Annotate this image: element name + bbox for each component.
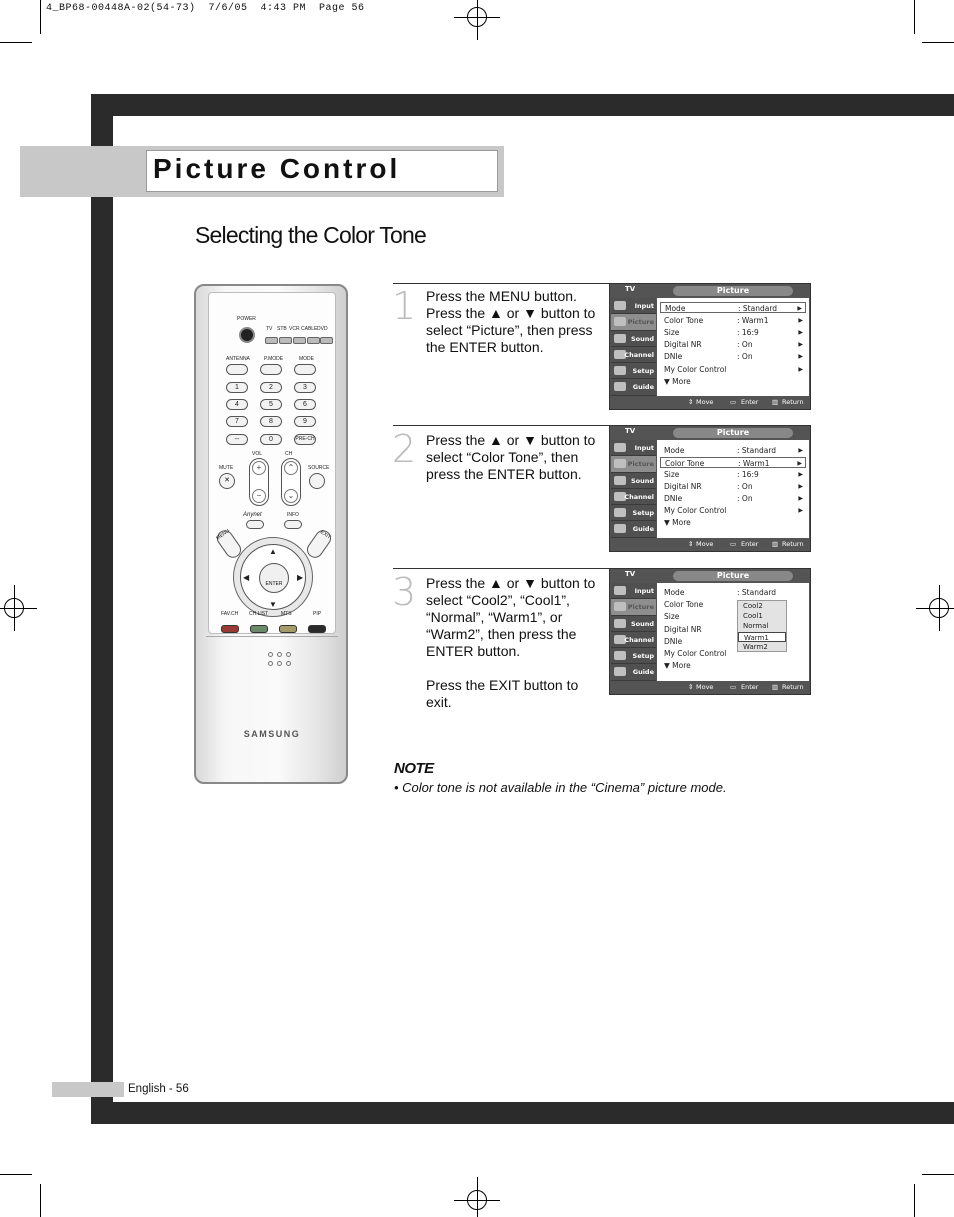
osd-row-value: : On (737, 340, 753, 349)
osd-row-label: DNIe (664, 494, 683, 503)
step-rule (393, 425, 609, 426)
step-number: 2 (392, 427, 417, 471)
crop-mark (0, 42, 32, 43)
mode-label-stb: STB (277, 326, 287, 332)
step-paragraph: Press the ▲ or ▼ button to select “Cool2”, “Cool1”, “Normal”, “Warm1”, or “Warm2”, then press the ENTER button. (426, 575, 596, 659)
registration-mark (4, 598, 24, 618)
osd-row-color-tone (660, 315, 806, 326)
osd-sidebar-item-input (611, 583, 656, 599)
mts-button (279, 625, 297, 633)
dropdown-option-cool2: Cool2 (743, 602, 763, 610)
osd-row-size (660, 469, 806, 480)
hole (277, 661, 282, 666)
navigation-pad (233, 537, 313, 617)
enter-button (259, 563, 289, 593)
input-icon (614, 301, 626, 310)
right-arrow-icon: ▶ (798, 366, 803, 373)
osd-sidebar-item-picture (611, 314, 656, 330)
osd-sidebar-item-input (611, 440, 656, 456)
osd-sidebar-item-channel (611, 489, 656, 505)
osd-screen-2 (609, 425, 811, 552)
osd-row-label: ▼ More (664, 518, 691, 527)
picture-icon (614, 459, 626, 468)
right-arrow-icon: ▶ (297, 573, 304, 582)
enter-label: ENTER (265, 581, 283, 587)
mute-icon: ✕ (224, 477, 230, 484)
ch-down-icon: ⌄ (284, 489, 298, 503)
osd-tv-label: TV (625, 285, 636, 293)
setup-icon (614, 651, 626, 660)
note-text: • Color tone is not available in the “Cinema” picture mode. (394, 780, 727, 795)
mode-button (320, 337, 333, 344)
page-frame-bottom (91, 1102, 954, 1124)
osd-sidebar (611, 440, 656, 538)
step-number: 1 (392, 284, 417, 328)
osd-footer-return: Return (782, 540, 804, 548)
osd-sidebar-label: Channel (624, 635, 654, 644)
mode-button (293, 337, 306, 344)
guide-icon (614, 524, 626, 533)
color-tone-dropdown (737, 600, 787, 652)
osd-footer (610, 681, 810, 694)
osd-row-label: Mode (664, 446, 685, 455)
navigation-ring (240, 544, 306, 610)
right-arrow-icon: ▶ (798, 341, 803, 348)
osd-row-label: My Color Control (664, 506, 727, 515)
registration-mark (467, 1190, 487, 1210)
osd-row-label: My Color Control (664, 365, 727, 374)
mute-button (219, 473, 235, 489)
osd-sidebar-label: Setup (632, 652, 654, 661)
pip-button (308, 625, 326, 633)
osd-row-mode (660, 445, 806, 456)
page-number: English - 56 (128, 1083, 189, 1095)
osd-sidebar-item-picture (611, 456, 656, 472)
osd-sidebar-label: Input (634, 444, 654, 452)
hole (286, 661, 291, 666)
osd-row-label: Size (664, 470, 680, 479)
osd-row-mode (660, 587, 806, 598)
sound-icon (614, 619, 626, 628)
guide-icon (614, 667, 626, 676)
crop-mark (40, 0, 41, 34)
mts-label: MTS (281, 611, 292, 617)
power-button (239, 327, 255, 343)
osd-sidebar-label: Setup (632, 367, 654, 376)
right-arrow-icon: ▶ (798, 447, 803, 454)
hole (268, 652, 273, 657)
osd-sidebar-label: Sound (630, 334, 654, 343)
osd-row-value: : 16:9 (737, 328, 759, 337)
step-2-text (426, 432, 598, 483)
up-arrow-icon: ▲ (269, 547, 277, 556)
input-icon (614, 586, 626, 595)
guide-icon (614, 382, 626, 391)
move-icon: ⇕ (688, 398, 694, 406)
osd-row-label: Digital NR (664, 625, 702, 634)
osd-sidebar-label: Guide (632, 383, 654, 392)
pre-ch-button: PRE-CH (294, 434, 316, 445)
osd-title: Picture (673, 286, 793, 296)
remote-control (194, 284, 348, 784)
osd-sidebar-item-sound (611, 473, 656, 489)
hole (277, 652, 282, 657)
right-arrow-icon: ▶ (798, 317, 803, 324)
crop-mark (0, 1174, 32, 1175)
digit-button: 8 (260, 416, 282, 427)
footer-band (52, 1082, 124, 1097)
mode-button (265, 337, 278, 344)
right-arrow-icon: ▶ (797, 460, 802, 467)
osd-row-label: DNIe (664, 352, 683, 361)
mute-label: MUTE (219, 465, 234, 471)
dropdown-option-cool1: Cool1 (743, 612, 763, 621)
mode-button (307, 337, 320, 344)
osd-sidebar-label: Sound (630, 476, 654, 485)
osd-row-more (660, 376, 806, 387)
osd-row-value: : Standard (737, 446, 777, 455)
osd-row-label: Color Tone (664, 600, 704, 609)
mode-label-vcr: VCR (289, 326, 300, 332)
move-icon: ⇕ (688, 683, 694, 691)
channel-rocker (281, 458, 301, 506)
osd-footer-enter: Enter (741, 398, 759, 406)
osd-row-value: : Warm1 (737, 316, 769, 325)
osd-row-label: ▼ More (664, 377, 691, 386)
digit-button: 9 (294, 416, 316, 427)
osd-sidebar-label: Picture (627, 603, 654, 612)
osd-row-value: : On (737, 494, 753, 503)
osd-footer-move: Move (696, 398, 714, 406)
osd-row-value: : Warm1 (738, 459, 770, 468)
osd-sidebar-item-setup (611, 648, 656, 664)
right-arrow-icon: ▶ (797, 305, 802, 312)
osd-row-my-color-control (660, 364, 806, 375)
osd-row-color-tone (660, 457, 806, 468)
menu-label: MENU (215, 528, 231, 542)
note-title: NOTE (394, 760, 434, 777)
dash-button: -- (226, 434, 248, 445)
osd-row-label: Mode (664, 588, 685, 597)
osd-row-value: : Standard (737, 588, 777, 597)
mode-label-tv: TV (266, 326, 273, 332)
setup-icon (614, 366, 626, 375)
osd-header (610, 426, 810, 439)
osd-tv-label: TV (625, 427, 636, 435)
osd-sidebar-item-guide (611, 664, 656, 680)
osd-title: Picture (673, 428, 793, 438)
osd-sidebar (611, 583, 656, 681)
osd-title: Picture (673, 571, 793, 581)
ch-up-icon: ⌃ (284, 461, 298, 475)
osd-row-value: : Standard (738, 304, 778, 313)
osd-row-digital-nr (660, 339, 806, 350)
digit-button: 3 (294, 382, 316, 393)
fav-ch-button (221, 625, 239, 633)
right-arrow-icon: ▶ (798, 507, 803, 514)
osd-screen-1 (609, 283, 811, 410)
step-paragraph: Press the MENU button. Press the ▲ or ▼ button to select “Picture”, then press the ENTER button. (426, 288, 596, 355)
osd-row-dnie (660, 351, 806, 362)
vol-up-icon: + (252, 461, 266, 475)
dropdown-option-warm1: Warm1 (738, 632, 786, 642)
crop-mark (914, 1184, 915, 1217)
vol-down-icon: − (252, 489, 266, 503)
osd-row-mode (660, 302, 806, 313)
step-rule (393, 283, 609, 284)
hole (268, 661, 273, 666)
osd-sidebar-label: Channel (624, 492, 654, 501)
osd-menu-panel (657, 298, 809, 396)
right-arrow-icon: ▶ (798, 329, 803, 336)
right-arrow-icon: ▶ (798, 471, 803, 478)
osd-sidebar-label: Setup (632, 509, 654, 518)
osd-sidebar-item-channel (611, 632, 656, 648)
osd-sidebar-item-input (611, 298, 656, 314)
osd-header (610, 569, 810, 582)
enter-icon: ▭ (730, 398, 737, 406)
osd-menu-panel (657, 583, 809, 681)
right-arrow-icon: ▶ (798, 495, 803, 502)
speaker-holes (268, 652, 292, 668)
dropdown-option-warm2: Warm2 (743, 642, 768, 651)
info-button (284, 520, 302, 529)
osd-row-label: Color Tone (664, 316, 704, 325)
osd-sidebar-item-setup (611, 363, 656, 379)
osd-sidebar-item-channel (611, 347, 656, 363)
osd-row-label: Digital NR (664, 482, 702, 491)
volume-rocker (249, 458, 269, 506)
down-arrow-icon: ▼ (269, 600, 277, 609)
pip-label: PIP (313, 611, 322, 617)
osd-sidebar-label: Picture (627, 318, 654, 327)
osd-sidebar-label: Channel (624, 350, 654, 359)
step-number: 3 (392, 570, 417, 614)
remote-lower-body (206, 636, 338, 766)
step-rule (393, 568, 609, 569)
power-label: POWER (237, 316, 256, 322)
osd-row-my-color-control (660, 505, 806, 516)
osd-row-dnie (660, 493, 806, 504)
digit-button: 6 (294, 399, 316, 410)
osd-sidebar-label: Picture (627, 460, 654, 469)
osd-row-label: My Color Control (664, 649, 727, 658)
osd-sidebar-item-sound (611, 331, 656, 347)
osd-sidebar-item-guide (611, 379, 656, 395)
right-arrow-icon: ▶ (798, 353, 803, 360)
section-title: Selecting the Color Tone (195, 222, 426, 248)
pmode-button (260, 364, 282, 375)
digit-button: 2 (260, 382, 282, 393)
dropdown-option-normal: Normal (743, 622, 769, 631)
enter-icon: ▭ (730, 540, 737, 548)
page-frame-left (91, 94, 113, 1124)
digit-button: 7 (226, 416, 248, 427)
osd-sidebar-item-sound (611, 616, 656, 632)
brand-logo: SAMSUNG (243, 729, 301, 739)
mode-label-cable: CABLE (301, 326, 318, 332)
osd-sidebar (611, 298, 656, 396)
osd-sidebar-label: Input (634, 302, 654, 310)
osd-row-label: Mode (665, 304, 686, 313)
osd-sidebar-label: Guide (632, 668, 654, 677)
step-paragraph: Press the ▲ or ▼ button to select “Color Tone”, then press the ENTER button. (426, 432, 596, 482)
ch-list-button (250, 625, 268, 633)
ch-label: CH (285, 451, 293, 457)
osd-sidebar-label: Input (634, 587, 654, 595)
digit-button: 0 (260, 434, 282, 445)
left-arrow-icon: ◀ (243, 573, 250, 582)
page-frame-top (91, 94, 954, 116)
osd-row-size (660, 327, 806, 338)
osd-footer-move: Move (696, 540, 714, 548)
mode-label: MODE (299, 356, 314, 362)
move-icon: ⇕ (688, 540, 694, 548)
antenna-button (226, 364, 248, 375)
registration-mark (929, 598, 949, 618)
osd-row-label: Size (664, 612, 680, 621)
step-3-text (426, 575, 598, 711)
picture-icon (614, 317, 626, 326)
osd-row-label: ▼ More (664, 661, 691, 670)
osd-footer-return: Return (782, 683, 804, 691)
osd-row-more (660, 660, 806, 671)
remote-face (208, 292, 336, 634)
osd-sidebar-item-setup (611, 505, 656, 521)
osd-footer (610, 538, 810, 551)
sound-icon (614, 334, 626, 343)
osd-menu-panel (657, 440, 809, 538)
source-button (309, 473, 325, 489)
osd-tv-label: TV (625, 570, 636, 578)
osd-sidebar-label: Sound (630, 619, 654, 628)
crop-mark (40, 1184, 41, 1217)
return-icon: ▥ (772, 683, 779, 691)
osd-row-value: : On (737, 482, 753, 491)
enter-icon: ▭ (730, 683, 737, 691)
hole (286, 652, 291, 657)
osd-footer-return: Return (782, 398, 804, 406)
exit-label: EXIT (319, 529, 332, 541)
osd-row-digital-nr (660, 481, 806, 492)
crop-mark (914, 0, 915, 34)
crop-mark (922, 42, 954, 43)
crop-mark (922, 1174, 954, 1175)
step-paragraph: Press the EXIT button to exit. (426, 677, 579, 710)
osd-row-more (660, 517, 806, 528)
antenna-label: ANTENNA (226, 356, 250, 362)
anynet-label: Anynet (243, 512, 262, 518)
osd-sidebar-label: Guide (632, 525, 654, 534)
osd-row-label: Digital NR (664, 340, 702, 349)
mode-button (279, 337, 292, 344)
source-label: SOURCE (308, 465, 330, 471)
osd-row-label: DNIe (664, 637, 683, 646)
print-header: 4_BP68-00448A-02(54-73) 7/6/05 4:43 PM Page 56 (46, 3, 365, 14)
vol-label: VOL (252, 451, 263, 457)
step-1-text (426, 288, 598, 356)
exit-button (304, 527, 334, 561)
osd-sidebar-item-guide (611, 521, 656, 537)
osd-header (610, 284, 810, 297)
input-icon (614, 443, 626, 452)
osd-sidebar-item-picture (611, 599, 656, 615)
ch-list-label: CH.LIST (249, 611, 269, 617)
setup-icon (614, 508, 626, 517)
mode-label-dvd: DVD (317, 326, 328, 332)
osd-row-label: Size (664, 328, 680, 337)
osd-row-value: : 16:9 (737, 470, 759, 479)
return-icon: ▥ (772, 398, 779, 406)
osd-footer-move: Move (696, 683, 714, 691)
sound-icon (614, 476, 626, 485)
digit-button: 1 (226, 382, 248, 393)
registration-mark (467, 7, 487, 27)
picture-icon (614, 602, 626, 611)
osd-screen-3 (609, 568, 811, 695)
pmode-label: P.MODE (264, 356, 284, 362)
digit-button: 4 (226, 399, 248, 410)
osd-footer-enter: Enter (741, 683, 759, 691)
osd-footer (610, 396, 810, 409)
osd-row-value: : On (737, 352, 753, 361)
mode-button-main (294, 364, 316, 375)
info-label: INFO (287, 512, 299, 518)
anynet-button (246, 520, 264, 529)
right-arrow-icon: ▶ (798, 483, 803, 490)
osd-footer-enter: Enter (741, 540, 759, 548)
return-icon: ▥ (772, 540, 779, 548)
digit-button: 5 (260, 399, 282, 410)
fav-ch-label: FAV.CH (221, 611, 239, 617)
osd-row-label: Color Tone (665, 459, 705, 468)
page-title: Picture Control (153, 153, 401, 184)
